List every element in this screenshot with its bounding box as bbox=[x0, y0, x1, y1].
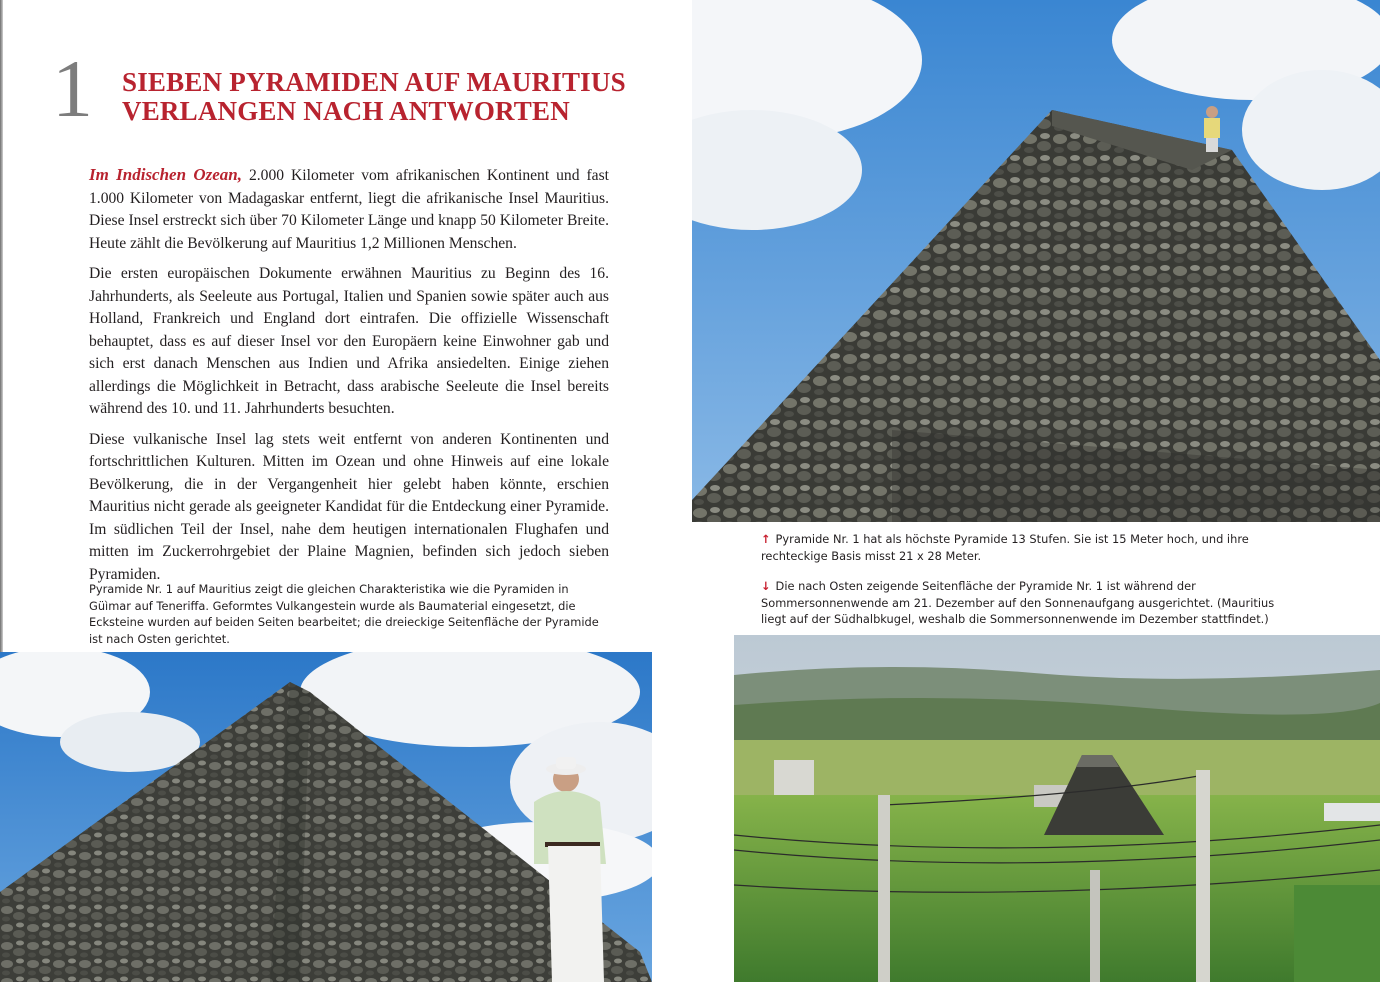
chapter-title bbox=[122, 68, 642, 126]
lead-phrase: Im Indischen Ozean, bbox=[89, 165, 243, 184]
paragraph-3: Diese vulkanische Insel lag stets weit entfernt von anderen Kontinenten und fortschrittlichen Kulturen. Mitten im Ozean und ohne Hinweis auf eine lokale Bevölkerung, die in der Vergangenheit hier gelebt haben könnte, erschien Mauritius nicht gerade als geeigneter Kandidat für die Entdeckung einer Pyramide. Im südlichen Teil der Insel, nahe dem heutigen internationalen Flughafen und mitten im Zuckerrohrgebiet der Plaine Magnien, befinden sich jedoch sieben Pyramiden. bbox=[89, 430, 609, 583]
photo-pyramid-with-visitor bbox=[0, 652, 652, 982]
caption-photo-right-bottom bbox=[761, 578, 1301, 628]
body-text bbox=[89, 164, 609, 594]
chapter-title-line-1: SIEBEN PYRAMIDEN AUF MAURITIUS bbox=[122, 67, 626, 97]
chapter-number: 1 bbox=[52, 43, 93, 134]
photo-pyramid-landscape bbox=[734, 635, 1380, 982]
paragraph-2: Die ersten europäischen Dokumente erwähnen Mauritius zu Beginn des 16. Jahrhunderts, als Seeleute aus Portugal, Italien und Spanien sowie später auch aus Holland, Frankreich und England dort eintrafen. Die offizielle Wissenschaft behauptet, dass es auf dieser Insel vor den Europäern keine Einwohner gab und sich erst danach Menschen aus Indien und Afrika ansiedelten. Einige ziehen allerdings die Möglichkeit in Betracht, dass arabische Seeleute die Insel bereits während des 10. und 11. Jahrhunderts besuchten. bbox=[89, 265, 609, 417]
paragraph-1-text: 2.000 Kilometer vom afrikanischen Kontinent und fast 1.000 Kilometer von Madagaskar entfernt, liegt die afrikanische Insel Mauritius. Diese Insel erstreckt sich über 70 Kilometer Länge und knapp 50 Kilometer Breite. Heute zählt die Bevölkerung auf Mauritius 1,2 Millionen Menschen. bbox=[89, 167, 609, 252]
arrow-up-icon: ↑ bbox=[761, 532, 771, 546]
caption-photo-left: Pyramide Nr. 1 auf Mauritius zeigt die gleichen Charakteristika wie die Pyramiden in Güìmar auf Teneriffa. Geformtes Vulkangestein wurde als Baumaterial eingesetzt, die Ecksteine wurden auf beiden Seiten bearbeitet; die dreieckige Seitenfläche der Pyramide ist nach Osten gerichtet. bbox=[89, 582, 599, 646]
photo-pyramid-person-on-top bbox=[692, 0, 1380, 522]
paragraph-1 bbox=[89, 164, 609, 255]
caption-right-bottom-text: Die nach Osten zeigende Seitenfläche der Pyramide Nr. 1 ist während der Sommersonnenwende am 21. Dezember auf den Sonnenaufgang ausgerichtet. (Mauritius liegt auf der Südhalbkugel, weshalb die Sommersonnenwende im Dezember stattfindet.) bbox=[761, 579, 1275, 626]
arrow-down-icon: ↓ bbox=[761, 579, 771, 593]
caption-photo-right-top bbox=[761, 531, 1301, 564]
caption-right-top-text: Pyramide Nr. 1 hat als höchste Pyramide 13 Stufen. Sie ist 15 Meter hoch, und ihre rechteckige Basis misst 21 x 28 Meter. bbox=[761, 532, 1249, 563]
chapter-title-line-2: VERLANGEN NACH ANTWORTEN bbox=[122, 96, 570, 126]
